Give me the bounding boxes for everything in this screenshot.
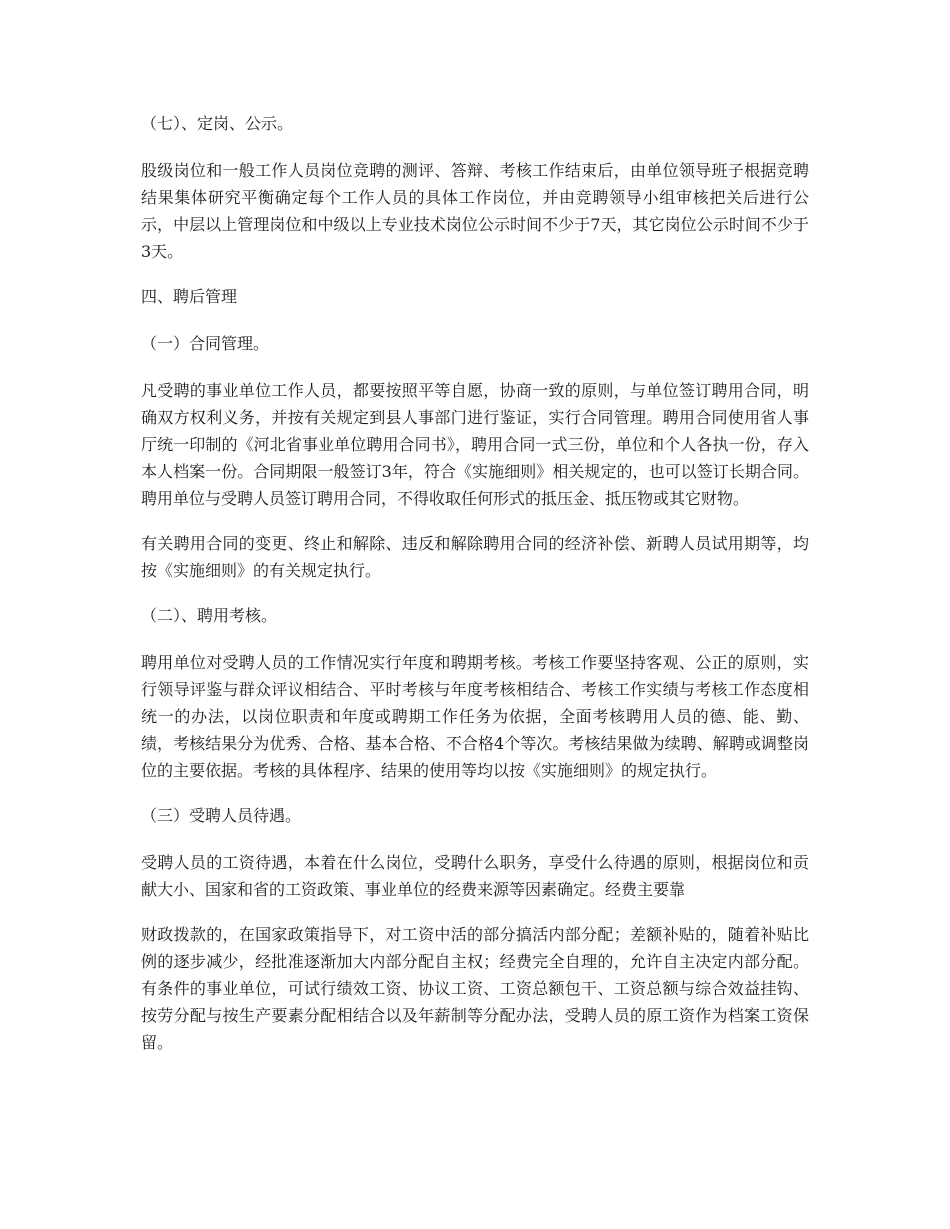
paragraph-fenpei-banfa: 财政拨款的，在国家政策指导下，对工资中活的部分搞活内部分配；差额补贴的，随着补贴比例的逐步减少，经批准逐渐加大内部分配自主权；经费完全自理的，允许自主决定内部分配。有条件的事业单位，可试行绩效工资、协议工资、工资总额包干、工资总额与综合效益挂钩、按劳分配与按生产要素分配相结合以及年薪制等分配办法，受聘人员的原工资作为档案工资保留。 xyxy=(141,925,809,1052)
paragraph-pinyong-kaohe: 聘用单位对受聘人员的工作情况实行年度和聘期考核。考核工作要坚持客观、公正的原则，实行领导评鉴与群众评议相结合、平时考核与年度考核相结合、考核工作实绩与考核工作态度相统一的办法，以岗位职责和年度或聘期工作任务为依据，全面考核聘用人员的德、能、勤、绩，考核结果分为优秀、合格、基本合格、不合格4个等次。考核结果做为续聘、解聘或调整岗位的主要依据。考核的具体程序、结果的使用等均以按《实施细则》的规定执行。 xyxy=(141,653,809,780)
section-heading-pinyong-kaohe: （二）、聘用考核。 xyxy=(141,606,278,625)
paragraph-gongshi-rules: 股级岗位和一般工作人员岗位竞聘的测评、答辩、考核工作结束后，由单位领导班子根据竞聘结果集体研究平衡确定每个工作人员的具体工作岗位，并由竞聘领导小组审核把关后进行公示，中层以上管理岗位和中级以上专业技术岗位公示时间不少于7天，其它岗位公示时间不少于3天。 xyxy=(141,161,809,261)
section-heading-dinggang-gongshi: （七）、定岗、公示。 xyxy=(141,114,294,133)
section-heading-pinhou-guanli: 四、聘后管理 xyxy=(141,287,238,306)
section-heading-shoupin-daiyu: （三）受聘人员待遇。 xyxy=(141,806,302,825)
document-page xyxy=(141,110,809,1074)
paragraph-hetong-biangeng: 有关聘用合同的变更、终止和解除、违反和解除聘用合同的经济补偿、新聘人员试用期等，均按《实施细则》的有关规定执行。 xyxy=(141,534,809,580)
section-heading-hetong-guanli: （一）合同管理。 xyxy=(141,334,270,353)
paragraph-hetong-guanli: 凡受聘的事业单位工作人员，都要按照平等自愿，协商一致的原则，与单位签订聘用合同，明确双方权利义务，并按有关规定到县人事部门进行鉴证，实行合同管理。聘用合同使用省人事厅统一印制的《河北省事业单位聘用合同书》，聘用合同一式三份，单位和个人各执一份，存入本人档案一份。合同期限一般签订3年，符合《实施细则》相关规定的，也可以签订长期合同。聘用单位与受聘人员签订聘用合同，不得收取任何形式的抵压金、抵压物或其它财物。 xyxy=(141,381,809,508)
paragraph-gongzi-daiyu: 受聘人员的工资待遇，本着在什么岗位，受聘什么职务，享受什么待遇的原则，根据岗位和贡献大小、国家和省的工资政策、事业单位的经费来源等因素确定。经费主要靠 xyxy=(141,853,809,899)
